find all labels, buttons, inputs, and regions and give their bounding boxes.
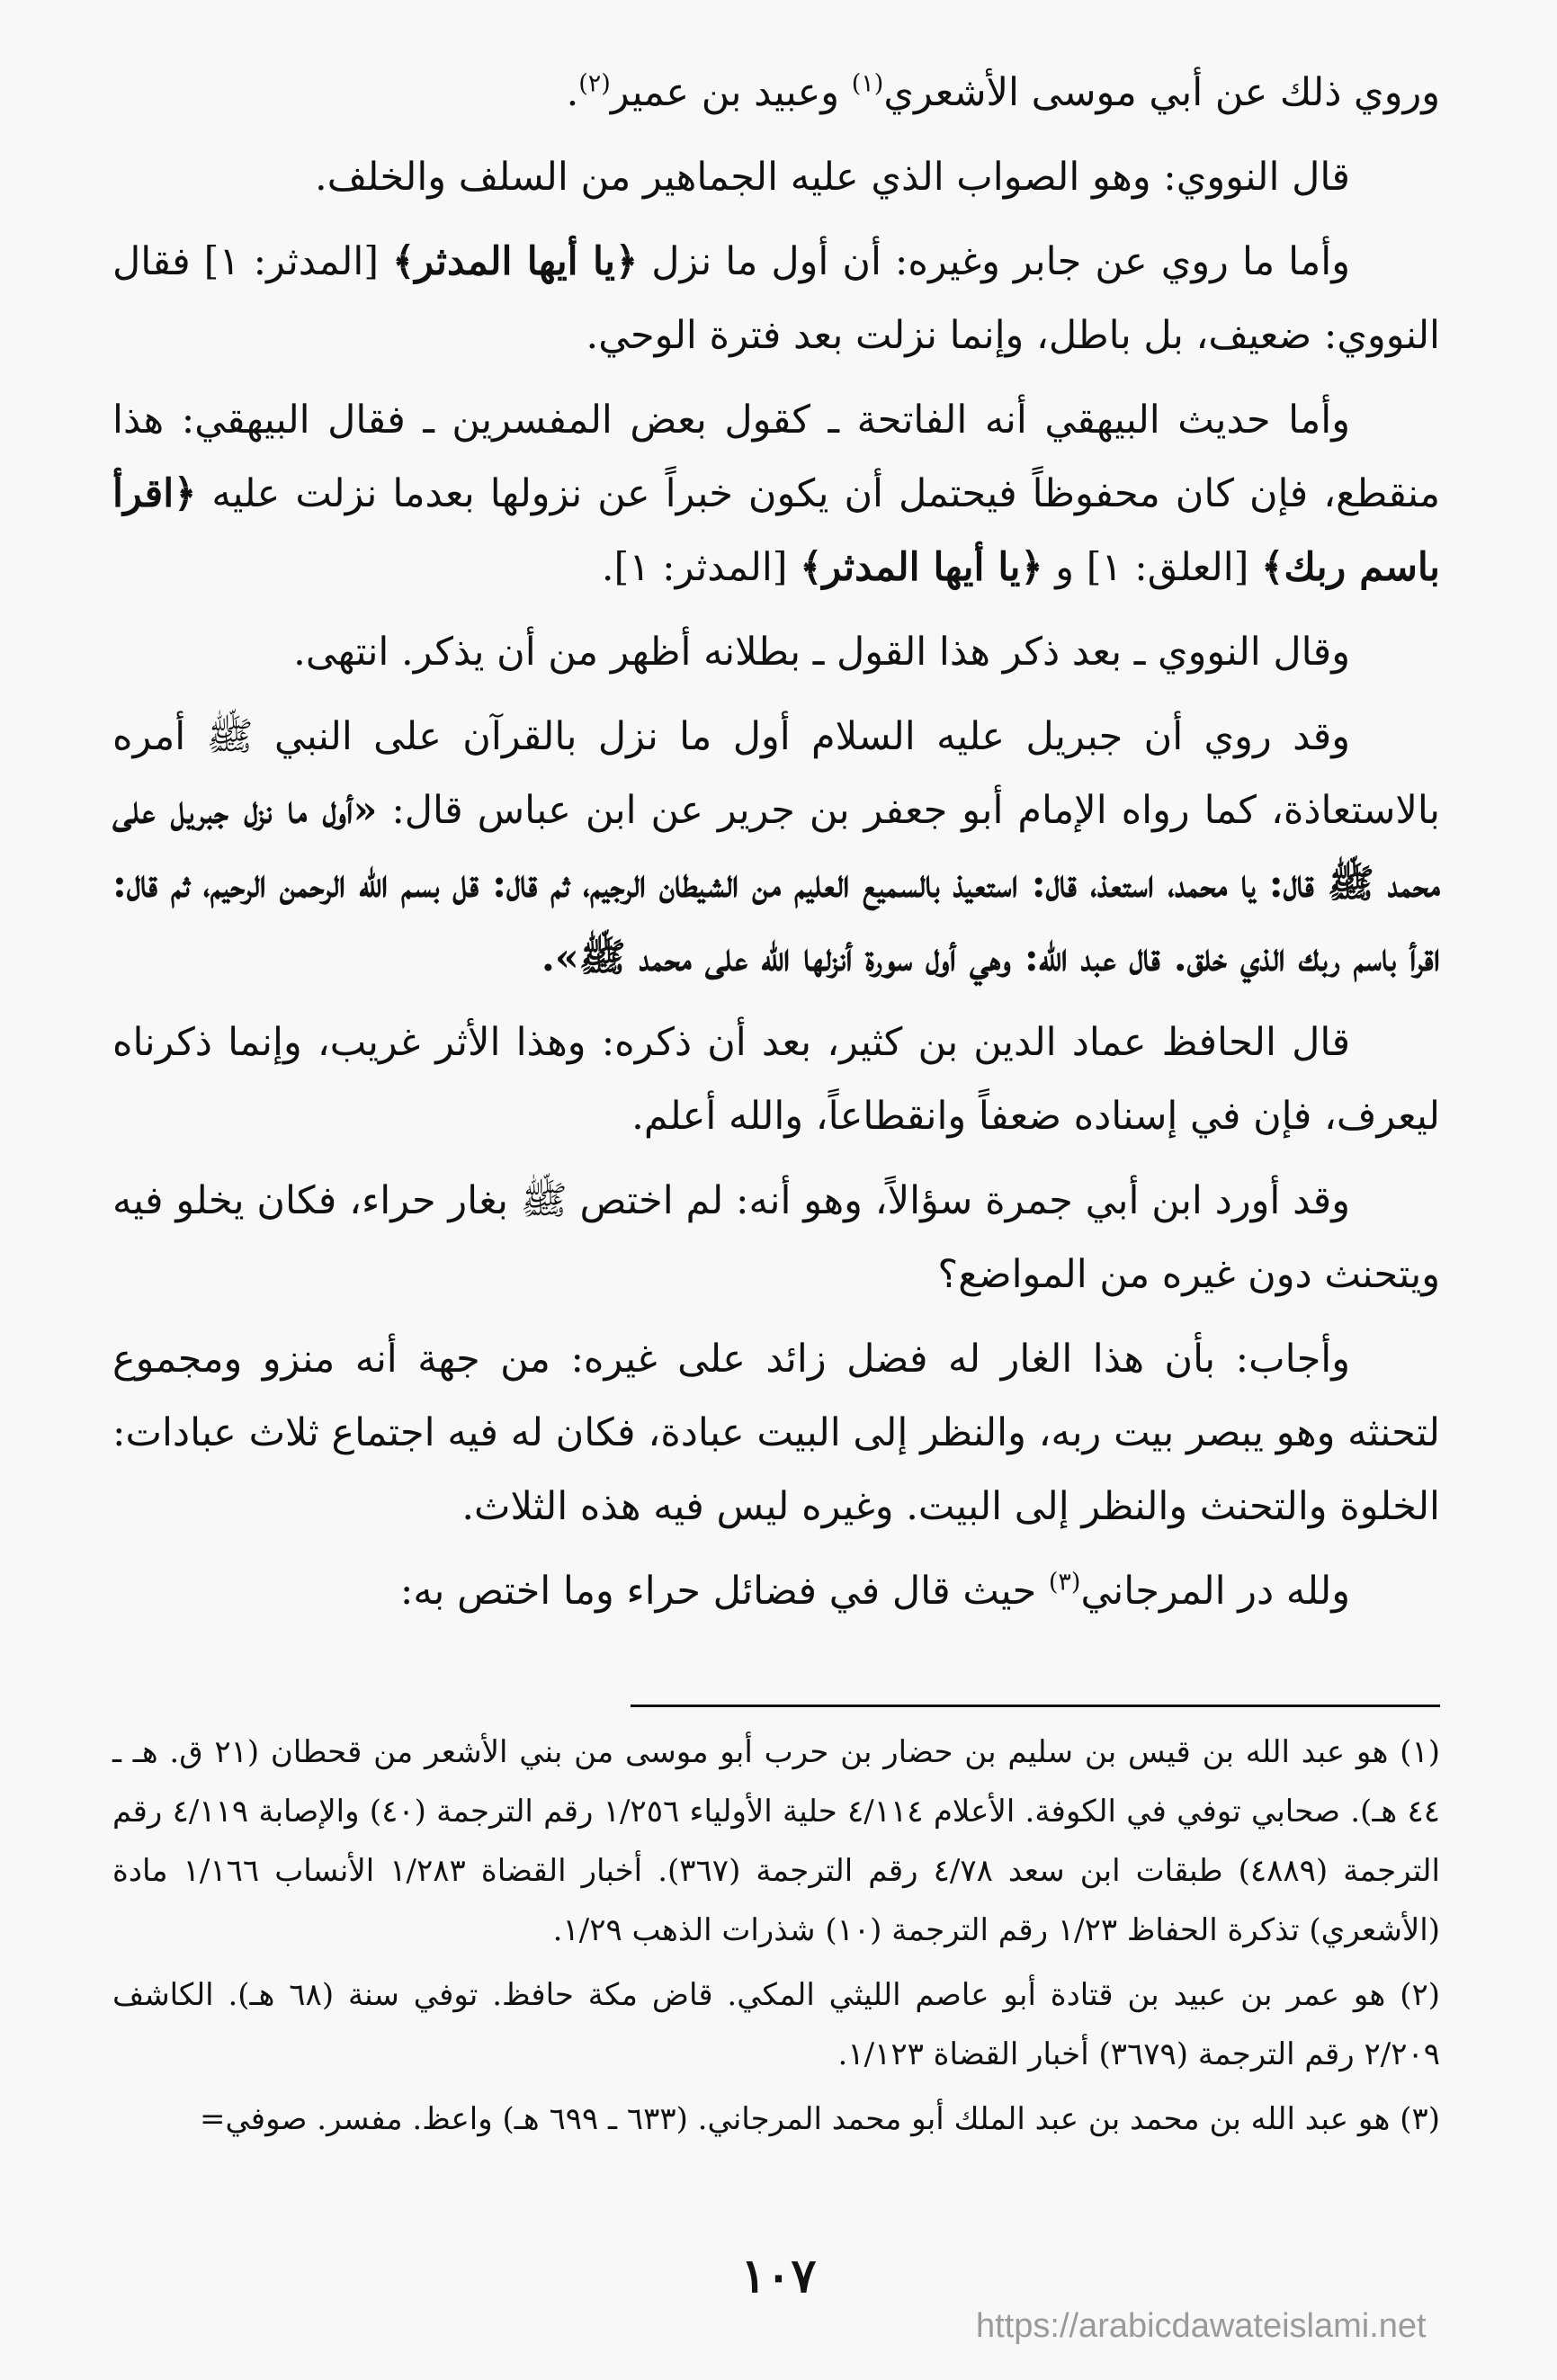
paragraph-1 [112, 56, 1440, 130]
text: وقد روي أن جبريل عليه السلام أول ما نزل بالقرآن على النبي ﷺ أمره بالاستعاذة، كما رواه الإمام أبو جعفر بن جرير عن ابن عباس قال: [112, 714, 1441, 833]
text: وأما ما روي عن جابر وغيره: أن أول ما نزل [638, 239, 1350, 284]
footnote-2: (٢) هو عمر بن عبيد بن قتادة أبو عاصم الليثي المكي. قاض مكة حافظ. توفي سنة (٦٨ هـ). الكاشف ٢/٢٠٩ رقم الترجمة (٣٦٧٩) أخبار القضاة ١/١٢٣. [112, 1977, 1441, 2072]
text: . [566, 70, 579, 115]
paragraph-2: قال النووي: وهو الصواب الذي عليه الجماهير من السلف والخلف. [315, 155, 1350, 200]
footnotes [112, 1722, 1440, 2154]
text: [العلق: ١] و [1042, 545, 1262, 590]
footnote-separator [631, 1704, 1440, 1707]
paragraph-3 [112, 225, 1440, 372]
paragraph-10 [112, 1554, 1440, 1628]
quran-verse: ﴿اقرأ باسم ربك﴾ [112, 471, 1440, 590]
text: [المدثر: ١]. [601, 545, 801, 590]
footnote-ref-2[interactable]: (٢) [578, 69, 611, 98]
text: ولله در المرجاني [1080, 1569, 1350, 1614]
paragraph-6 [112, 700, 1440, 995]
text: حيث قال في فضائل حراء وما اختص به: [399, 1569, 1049, 1614]
text: وأما حديث البيهقي أنه الفاتحة ـ كقول بعض المفسرين ـ فقال البيهقي: هذا منقطع، فإن كان محفوظاً فيحتمل أن يكون خبراً عن نزولها بعدما نزلت عليه [112, 398, 1440, 516]
text: وروي ذلك عن أبي موسى الأشعري [883, 70, 1440, 115]
hadith-quote: «أول ما نزل جبريل على محمد ﷺ قال: يا محمد، استعذ، قال: استعيذ بالسميع العليم من الشيطان الرجيم، ثم قال: قل بسم الله الرحمن الرحيم، ثم قال: اقرأ باسم ربك الذي خلق. قال عبد الله: وهي أول سورة أنزلها الله على محمد ﷺ». [112, 788, 1440, 980]
paragraph-9: وأجاب: بأن هذا الغار له فضل زائد على غيره: من جهة أنه منزو ومجموع لتحنثه وهو يبصر بيت ربه، والنظر إلى البيت عبادة، فكان له فيه اجتماع ثلاث عبادات: الخلوة والتحنث والنظر إلى البيت. وغيره ليس فيه هذه الثلاث. [112, 1337, 1440, 1529]
paragraph-7: قال الحافظ عماد الدين بن كثير، بعد أن ذكره: وهذا الأثر غريب، وإنما ذكرناه ليعرف، فإن في إسناده ضعفاً وانقطاعاً، والله أعلم. [112, 1020, 1440, 1139]
watermark-url: https://arabicdawateislami.net [976, 2307, 1427, 2345]
quran-verse: ﴿يا أيها المدثر﴾ [392, 239, 639, 284]
quran-verse: ﴿يا أيها المدثر﴾ [800, 545, 1043, 590]
footnote-ref-3[interactable]: (٣) [1048, 1568, 1081, 1597]
footnote-3: (٣) هو عبد الله بن محمد بن عبد الملك أبو محمد المرجاني. (٦٣٣ ـ ٦٩٩ هـ) واعظ. مفسر. صوفي= [199, 2101, 1440, 2137]
text: وعبيد بن عمير [610, 70, 852, 115]
paragraph-8: وقد أورد ابن أبي جمرة سؤالاً، وهو أنه: لم اختص ﷺ بغار حراء، فكان يخلو فيه ويتحنث دون غيره من المواضع؟ [112, 1178, 1440, 1297]
paragraph-4 [112, 383, 1440, 604]
page-number: ١٠٧ [740, 2249, 817, 2304]
text: [المدثر: ١] فقال النووي: ضعيف، بل باطل، وإنما نزلت بعد فترة الوحي. [112, 239, 1440, 358]
footnote-ref-1[interactable]: (١) [851, 69, 884, 98]
paragraph-5: وقال النووي ـ بعد ذكر هذا القول ـ بطلانه أظهر من أن يذكر. انتهى. [293, 630, 1350, 675]
main-text [112, 56, 1440, 1639]
footnote-1: (١) هو عبد الله بن قيس بن سليم بن حضار بن حرب أبو موسى من بني الأشعر من قحطان (٢١ ق. هـ ـ ٤٤ هـ). صحابي توفي في الكوفة. الأعلام ٤/١١٤ حلية الأولياء ١/٢٥٦ رقم الترجمة (٤٠) والإصابة ٤/١١٩ رقم الترجمة (٤٨٨٩) طبقات ابن سعد ٤/٧٨ رقم الترجمة (٣٦٧). أخبار القضاة ١/٢٨٣ الأنساب ١/١٦٦ مادة (الأشعري) تذكرة الحفاظ ١/٢٣ رقم الترجمة (١٠) شذرات الذهب ١/٢٩. [112, 1734, 1441, 1948]
